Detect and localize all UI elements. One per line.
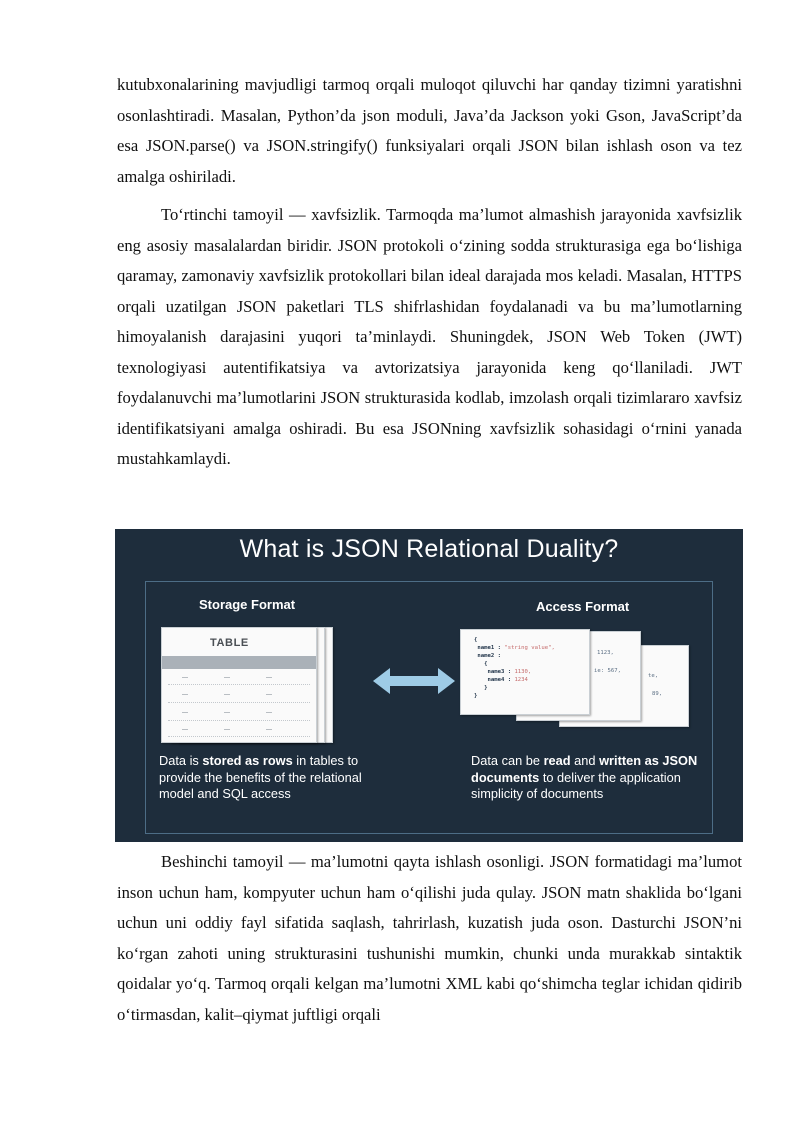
double-headed-arrow-icon — [373, 668, 455, 694]
table-cell — [266, 677, 272, 678]
table-row — [168, 720, 310, 721]
json-document-front — [460, 629, 590, 715]
paragraph-processing: Beshinchi tamoyil — ma’lumotni qayta ishlash osonligi. JSON formatidagi ma’lumot inson uchun ham, kompyuter uchun ham o‘qilishi juda qulay. JSON matn shaklida bo‘lgani uchun uni oddiy fayl sifatida saqlash, tahrirlash, kuzatish juda oson. Dasturchi JSON’ni ko‘rgan zahoti uning strukturasini tushunishi mumkin, chunki unda murakkab sintaktik qoidalar yo‘q. Tarmoq orqali kelgan ma’lumotni XML kabi qo‘shimcha teglar ichidan qidirib o‘tirmasdan, kalit–qiymat juftligi orqali — [117, 852, 742, 1024]
paragraph-security: To‘rtinchi tamoyil — xavfsizlik. Tarmoqda ma’lumot almashish jarayonida xavfsizlik eng asosiy masalalardan biridir. JSON protokoli o‘zining sodda strukturasiga ega bo‘lishiga qaramay, zamonaviy xavfsizlik protokollari bilan ideal darajada mos keladi. Masalan, HTTPS orqali uzatilgan JSON paketlari TLS shifrlashidan foydalanadi va bu ma’lumotlarning himoyalanish darajasini yuqori ta’minlaydi. Shuningdek, JSON Web Token (JWT) texnologiyasi autentifikatsiya va avtorizatsiya jarayonida keng qo‘llaniladi. JWT foydalanuvchi ma’lumotlarini JSON strukturasida kodlab, imzolash orqali tizimlararo xavfsiz identifikatsiyani amalga oshiradi. Bu esa JSONning xavfsizlik sohasidagi o‘rnini yanada mustahkamlaydi. — [117, 205, 742, 468]
storage-format-title: Storage Format — [199, 597, 296, 612]
table-sheet-front — [161, 627, 317, 743]
table-caption: TABLE — [210, 637, 249, 649]
paragraph-intro: kutubxonalarining mavjudligi tarmoq orqali muloqot qiluvchi har qanday tizimni yaratishni osonlashtiradi. Masalan, Python’da json moduli, Java’da Jackson yoki Gson, JavaScript’da esa JSON.parse() va JSON.stringify() funksiyalari orqali JSON bilan ishlash oson va tez amalga oshiriladi. — [117, 75, 742, 186]
table-header-band — [162, 656, 316, 669]
table-row — [168, 684, 310, 685]
table-cell — [182, 677, 188, 678]
figure-title: What is JSON Relational Duality? — [239, 535, 619, 563]
json-code-snippet: { name1 : "string value", name2 : { name3 : 1130, name4 : 1234 } } — [474, 637, 555, 699]
code-fragment: 89, — [652, 691, 663, 697]
table-cell — [182, 729, 188, 730]
storage-format-description: Data is stored as rows in tables to provide the benefits of the relational model and SQL access — [159, 753, 362, 801]
table-cell — [266, 712, 272, 713]
code-fragment: 1123, — [597, 650, 614, 656]
access-format-description: Data can be read and written as JSON documents to deliver the application simplicity of documents — [471, 753, 698, 801]
table-cell — [224, 677, 230, 678]
table-cell — [182, 712, 188, 713]
code-fragment: ie: 567, — [594, 668, 621, 674]
table-cell — [224, 694, 230, 695]
table-cell — [266, 729, 272, 730]
table-cell — [182, 694, 188, 695]
table-cell — [224, 729, 230, 730]
table-cell — [224, 712, 230, 713]
access-format-title: Access Format — [536, 599, 630, 614]
json-duality-figure — [115, 529, 743, 842]
code-fragment: te, — [648, 673, 659, 679]
table-cell — [266, 694, 272, 695]
table-row — [168, 736, 310, 737]
table-row — [168, 702, 310, 703]
